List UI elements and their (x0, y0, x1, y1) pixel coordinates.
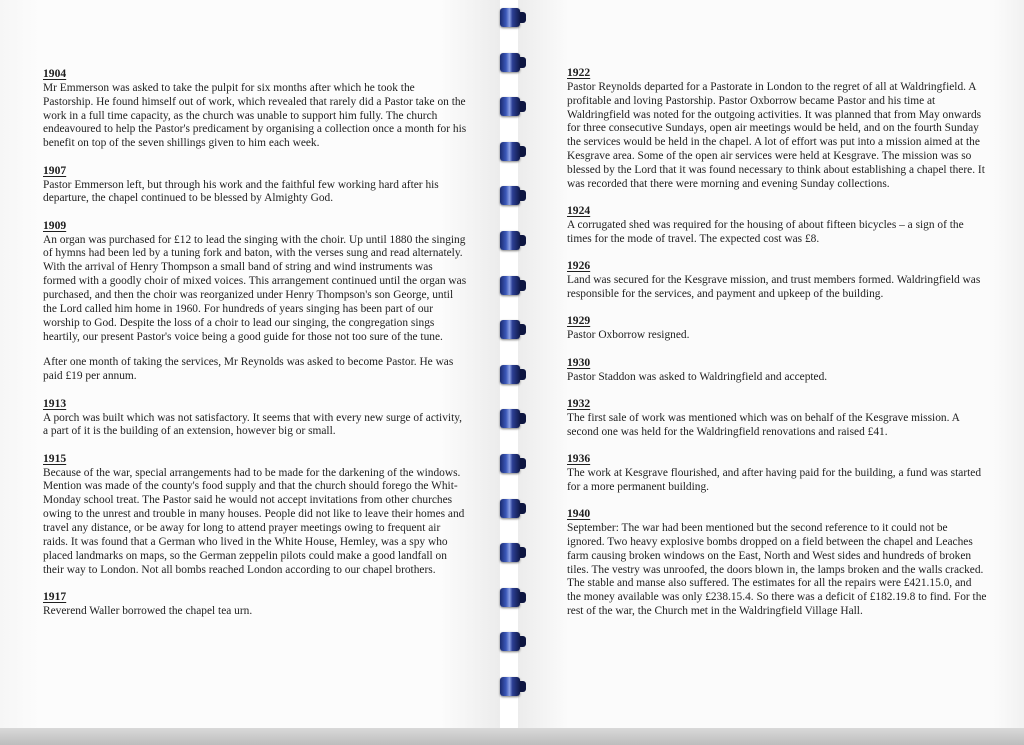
year-heading: 1909 (43, 218, 67, 232)
entry-text: A porch was built which was not satisfactory. It seems that with every new surge of activity, a part of it is the building of an extension, however big or small. (43, 411, 463, 438)
binding-coil (500, 409, 520, 428)
year-heading: 1940 (567, 507, 591, 521)
entry-1917 (43, 590, 467, 619)
entry-1922 (567, 66, 987, 192)
entry-1929 (567, 314, 987, 343)
entry-1924 (567, 204, 987, 247)
binding-coil (500, 365, 520, 384)
binding-coil (500, 97, 520, 116)
entry-1940 (567, 507, 987, 619)
year-heading: 1936 (567, 452, 591, 466)
entry-text: Pastor Emmerson left, but through his work and the faithful few working hard after his departure, the chapel continued to be blessed by Almighty God. (43, 178, 439, 205)
year-heading: 1917 (43, 589, 67, 603)
binding-coil (500, 677, 520, 696)
year-heading: 1929 (567, 314, 591, 328)
spiral-binding (494, 0, 528, 728)
binding-coil (500, 142, 520, 161)
entry-1904 (43, 67, 467, 151)
year-heading: 1924 (567, 204, 591, 218)
entry-1915 (43, 452, 467, 578)
entry-1936 (567, 452, 987, 495)
left-page-text (43, 67, 467, 631)
year-heading: 1904 (43, 67, 67, 80)
scan-bottom-edge (0, 728, 1024, 745)
year-heading: 1926 (567, 259, 591, 273)
binding-coil (500, 8, 520, 27)
entry-1932 (567, 397, 987, 440)
entry-text: Reverend Waller borrowed the chapel tea urn. (43, 604, 253, 617)
entry-1907 (43, 164, 467, 207)
binding-coil (500, 499, 520, 518)
binding-coil (500, 276, 520, 295)
year-heading: 1913 (43, 396, 67, 410)
entry-text: Land was secured for the Kesgrave mission, and trust members formed. Waldringfield was responsible for the services, and payment and upkeep of the building. (567, 274, 981, 300)
entry-text: An organ was purchased for £12 to lead the singing with the choir. Up until 1880 the singing of hymns had been led by a tuning fork and baton, with the verses sung and read alternately. With the arrival of Henry Thompson a small band of string and wind instruments was formed with a goodly choir of mixed voices. This arrangement continued until the organ was purchased, and then the choir was reorganized under Henry Thompson's son George, until the Lord called him home in 1960. For hundreds of years singing has been part of our worship to God. Despite the loss of a choir to lead our singing, the congregation sings heartily, our present Pastor's voice being a good guide for those not too sure of the tune. (43, 233, 467, 343)
year-heading: 1932 (567, 397, 591, 410)
binding-coil (500, 231, 520, 250)
year-heading: 1915 (43, 451, 67, 465)
entry-1926 (567, 259, 987, 302)
year-heading: 1907 (43, 163, 67, 177)
binding-coil (500, 53, 520, 72)
entry-text: After one month of taking the services, Mr Reynolds was asked to become Pastor. He was paid £19 per annum. (43, 356, 454, 383)
binding-coil (500, 320, 520, 339)
year-heading: 1930 (567, 355, 591, 369)
entry-text: Because of the war, special arrangements had to be made for the darkening of the windows. Mention was made of the county's food supply and that the church should forego the Whit-Monday school treat. The Pastor said he would not accept invitations from other churches owing to the unrest and trouble in many houses. People did not like to leave their homes and travel any distance, or be away for long to attend prayer meetings owing to frequent air raids. It was found that a German who lived in the White House, Hemley, was a spy who placed landmarks on maps, so the German zeppelin pilots could make a good landfall on their way to London. Not all bombs reached London according to our chapel brothers. (43, 466, 465, 576)
entry-text: September: The war had been mentioned but the second reference to it could not be ignored. Two heavy explosive bombs dropped on a field between the chapel and Leaches farm causing broken windows on the East, North and West sides and hundreds of broken tiles. The vestry was unroofed, the doors blown in, the lamps broken and the walls cracked. The stable and manse also suffered. The estimates for all the repairs were £421.15.0, and the money available was only £238.15.4. So there was a deficit of £182.19.8 to find. For the rest of the war, the Church met in the Waldringfield Village Hall. (567, 522, 987, 618)
entry-text: Pastor Reynolds departed for a Pastorate in London to the regret of all at Waldringfield. A profitable and loving Pastorship. Pastor Oxborrow became Pastor and his time at Waldringfield was noted for the outgoing activities. It was planned that from May onwards for three consecutive Sundays, open air meetings would be held, and on the fourth Sunday the services would be held in the chapel. A lot of effort was put into a mission aimed at the Kesgrave area. Some of the open air services were held at Kesgrave. The mission was so blessed by the Lord that it was found necessary to think about establishing a chapel there. It was recorded that there were morning and evening Sunday collections. (567, 80, 985, 190)
year-heading: 1922 (567, 66, 591, 79)
entry-text: The work at Kesgrave flourished, and after having paid for the building, a fund was started for a more permanent building. (567, 466, 982, 493)
entry-text: Pastor Oxborrow resigned. (567, 329, 690, 342)
entry-1930 (567, 356, 987, 385)
binding-coil (500, 632, 520, 651)
binding-coil (500, 186, 520, 205)
entry-1913 (43, 397, 467, 440)
right-page-text (567, 66, 987, 632)
entry-1909 (43, 219, 467, 384)
binding-coil (500, 588, 520, 607)
binding-coil (500, 543, 520, 562)
entry-text: The first sale of work was mentioned which was on behalf of the Kesgrave mission. A second one was held for the Waldringfield renovations and raised £41. (567, 411, 960, 438)
binding-coil (500, 454, 520, 473)
entry-text: A corrugated shed was required for the housing of about fifteen bicycles – a sign of the times for the mode of travel. The expected cost was £8. (567, 219, 964, 245)
entry-text: Mr Emmerson was asked to take the pulpit for six months after which he took the Pastorship. He found himself out of work, which revealed that rarely did a Pastor take on the work in a full time capacity, as the church was unable to support him fully. The church endeavoured to help the Pastor's predicament by organising a collection once a month for his benefit on top of the seven shillings given to him each week. (43, 81, 467, 150)
entry-text: Pastor Staddon was asked to Waldringfield and accepted. (567, 370, 828, 383)
